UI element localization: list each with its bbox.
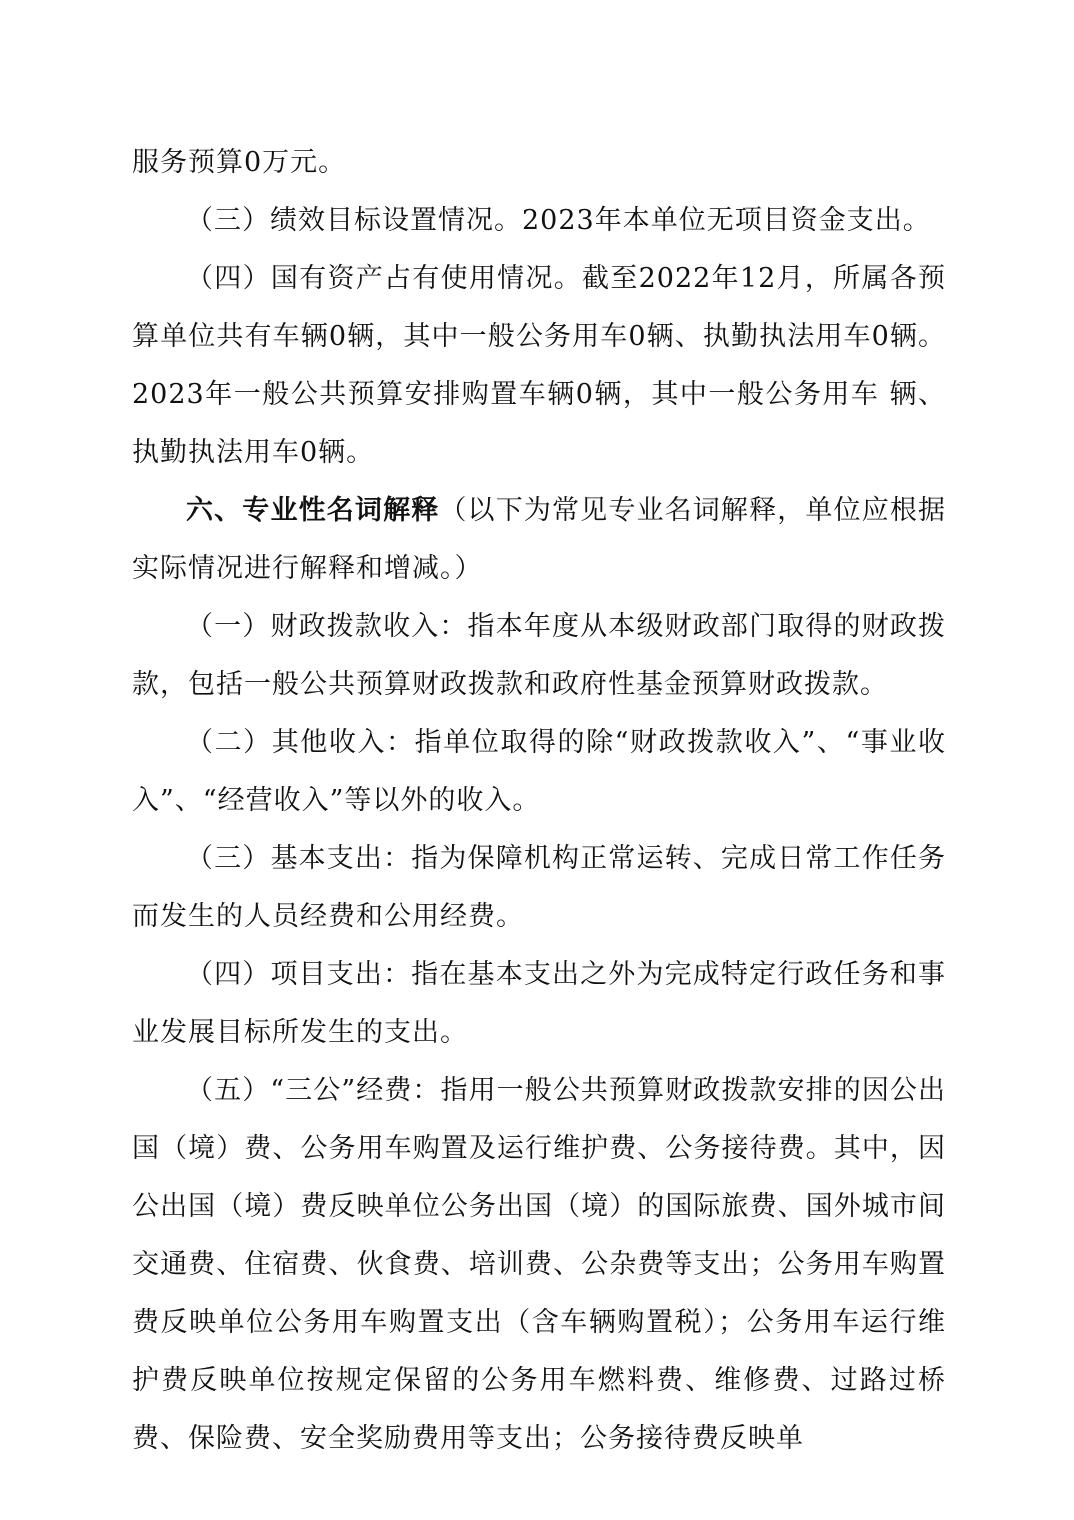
paragraph-text: （以下为常见专业名词解释，单位应根据实际情况进行解释和增减。） xyxy=(132,495,947,584)
paragraph-fiscal-appropriation xyxy=(132,598,946,714)
paragraph-text: （三）绩效目标设置情况。2023年本单位无项目资金支出。 xyxy=(186,205,931,236)
paragraph-text: 服务预算0万元。 xyxy=(132,147,347,178)
paragraph-text: （一）财政拨款收入：指本年度从本级财政部门取得的财政拨款，包括一般公共预算财政拨款和政府性基金预算财政拨款。 xyxy=(132,611,946,700)
paragraph-terminology-heading xyxy=(132,482,946,598)
paragraph-text: （四）项目支出：指在基本支出之外为完成特定行政任务和事业发展目标所发生的支出。 xyxy=(132,959,946,1048)
paragraph-text: （二）其他收入：指单位取得的除“财政拨款收入”、“事业收入”、“经营收入”等以外的收入。 xyxy=(132,727,946,816)
paragraph-other-income xyxy=(132,714,946,830)
paragraph-performance-targets xyxy=(132,192,946,250)
paragraph-three-public-expenses xyxy=(132,1062,946,1468)
paragraph-basic-expenditure xyxy=(132,830,946,946)
paragraph-text: （四）国有资产占有使用情况。截至2022年12月，所属各预算单位共有车辆0辆，其中一般公务用车0辆、执勤执法用车0辆。2023年一般公共预算安排购置车辆0辆，其中一般公务用车 辆、执勤执法用车0辆。 xyxy=(132,263,946,468)
paragraph-service-budget xyxy=(132,134,946,192)
section-heading: 六、专业性名词解释 xyxy=(186,495,440,526)
paragraph-state-assets xyxy=(132,250,946,482)
paragraph-text: （五）“三公”经费：指用一般公共预算财政拨款安排的因公出国（境）费、公务用车购置及运行维护费、公务接待费。其中，因公出国（境）费反映单位公务出国（境）的国际旅费、国外城市间交通费、住宿费、伙食费、培训费、公杂费等支出；公务用车购置费反映单位公务用车购置支出（含车辆购置税）；公务用车运行维护费反映单位按规定保留的公务用车燃料费、维修费、过路过桥费、保险费、安全奖励费用等支出；公务接待费反映单 xyxy=(132,1075,946,1454)
paragraph-project-expenditure xyxy=(132,946,946,1062)
paragraph-text: （三）基本支出：指为保障机构正常运转、完成日常工作任务而发生的人员经费和公用经费。 xyxy=(132,843,946,932)
